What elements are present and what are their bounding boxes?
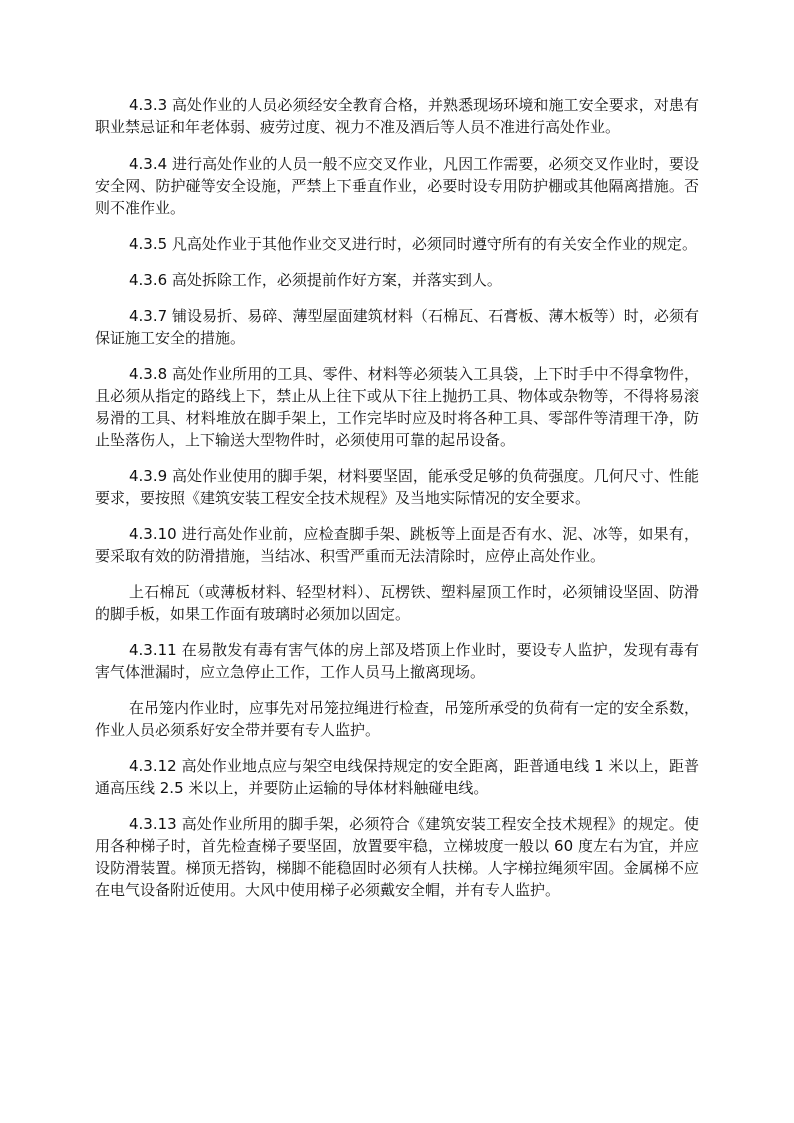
paragraph-4-3-13: 4.3.13 高处作业所用的脚手架，必须符合《建筑安装工程安全技术规程》的规定。使用各种梯子时，首先检查梯子要坚固，放置要牢稳，立梯坡度一般以 60 度左右为宜，并应设防滑装置。梯顶无搭钩，梯脚不能稳固时必须有人扶梯。人字梯拉绳须牢固。金属梯不应在电气设备附近使用。大风中使用梯子必须戴安全帽，并有专人监护。 [95,815,699,899]
paragraph-4-3-9: 4.3.9 高处作业使用的脚手架，材料要坚固，能承受足够的负荷强度。几何尺寸、性能要求，要按照《建筑安装工程安全技术规程》及当地实际情况的安全要求。 [95,467,699,507]
paragraph-4-3-8: 4.3.8 高处作业所用的工具、零件、材料等必须装入工具袋，上下时手中不得拿物件，且必须从指定的路线上下，禁止从上往下或从下往上抛扔工具、物体或杂物等，不得将易滚易滑的工具、材料堆放在脚手架上，工作完毕时应及时将各种工具、零部件等清理干净，防止坠落伤人，上下输送大型物件时，必须使用可靠的起吊设备。 [95,365,699,449]
paragraph-4-3-3: 4.3.3 高处作业的人员必须经安全教育合格，并熟悉现场环境和施工安全要求，对患有职业禁忌证和年老体弱、疲劳过度、视力不准及酒后等人员不准进行高处作业。 [95,96,699,136]
paragraph-roof-materials: 上石棉瓦（或薄板材料、轻型材料）、瓦楞铁、塑料屋顶工作时，必须铺设坚固、防滑的脚手板，如果工作面有玻璃时必须加以固定。 [95,583,699,623]
paragraph-4-3-10: 4.3.10 进行高处作业前，应检查脚手架、跳板等上面是否有水、泥、冰等，如果有，要采取有效的防滑措施，当结冰、积雪严重而无法清除时，应停止高处作业。 [95,525,699,565]
paragraph-4-3-11: 4.3.11 在易散发有毒有害气体的房上部及塔顶上作业时，要设专人监护，发现有毒有害气体泄漏时，应立急停止工作，工作人员马上撤离现场。 [95,641,699,681]
document-page [95,94,699,915]
paragraph-4-3-12: 4.3.12 高处作业地点应与架空电线保持规定的安全距离，距普通电线 1 米以上，距普通高压线 2.5 米以上，并要防止运输的导体材料触碰电线。 [95,757,699,797]
paragraph-4-3-4: 4.3.4 进行高处作业的人员一般不应交叉作业，凡因工作需要，必须交叉作业时，要设安全网、防护碰等安全设施，严禁上下垂直作业，必要时设专用防护棚或其他隔离措施。否则不准作业。 [95,155,699,217]
paragraph-4-3-7: 4.3.7 铺设易折、易碎、薄型屋面建筑材料（石棉瓦、石膏板、薄木板等）时，必须有保证施工安全的措施。 [95,307,699,347]
paragraph-4-3-6: 4.3.6 高处拆除工作，必须提前作好方案，并落实到人。 [129,271,502,289]
paragraph-hanging-basket: 在吊笼内作业时，应事先对吊笼拉绳进行检查，吊笼所承受的负荷有一定的安全系数，作业人员必须系好安全带并要有专人监护。 [95,699,700,739]
paragraph-4-3-5: 4.3.5 凡高处作业于其他作业交叉进行时，必须同时遵守所有的有关安全作业的规定。 [129,235,697,253]
